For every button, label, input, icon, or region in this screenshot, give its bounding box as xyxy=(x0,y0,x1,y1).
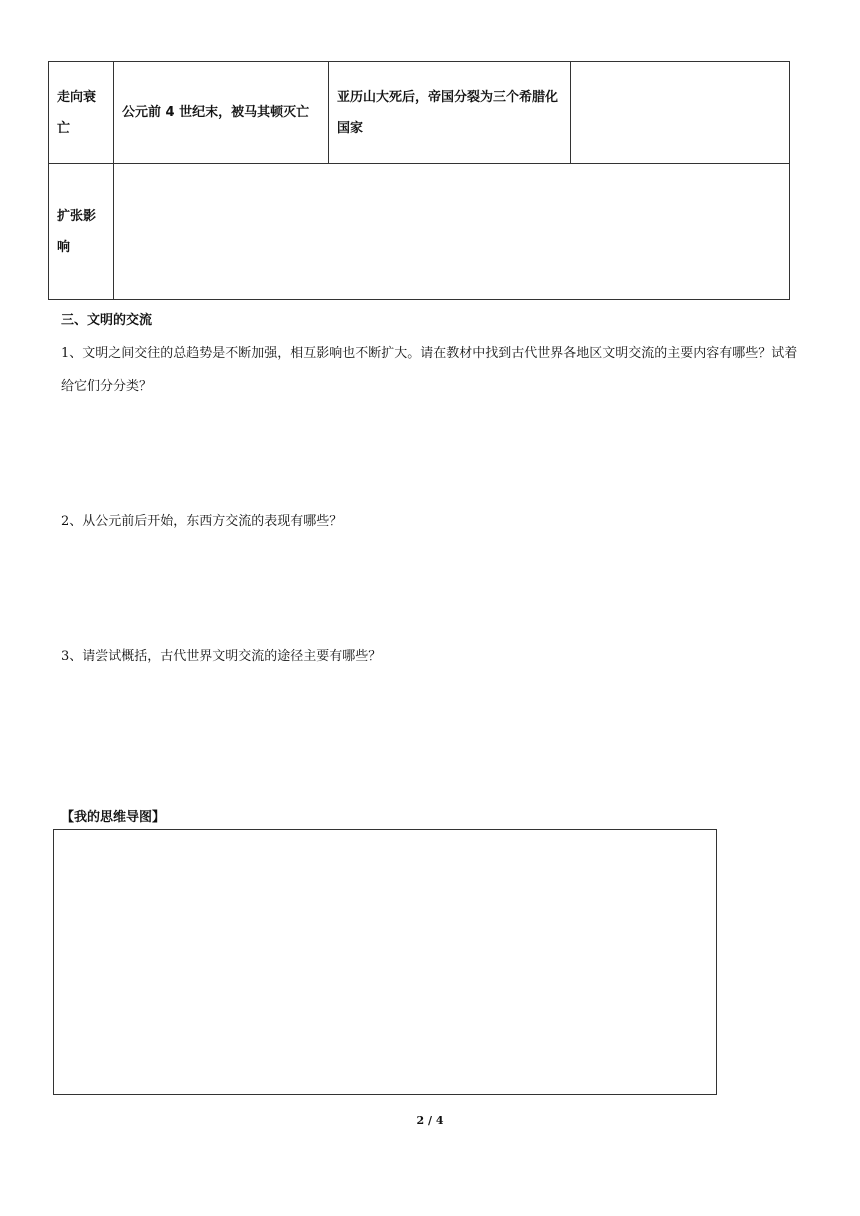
table-cell: 公元前 4 世纪末，被马其顿灭亡 xyxy=(114,62,329,164)
question-2: 2、从公元前后开始，东西方交流的表现有哪些？ xyxy=(61,514,343,529)
page-number: 2 / 4 xyxy=(416,1114,444,1127)
table-cell xyxy=(571,62,790,164)
question-1: 1、文明之间交往的总趋势是不断加强，相互影响也不断扩大。请在教材中找到古代世界各地区文明交流的主要内容有哪些？试着给它们分分类？ xyxy=(61,346,798,394)
table-cell: 亚历山大死后，帝国分裂为三个希腊化国家 xyxy=(329,62,571,164)
mindmap-box xyxy=(53,829,717,1095)
section-heading: 三、文明的交流 xyxy=(61,313,153,328)
mindmap-title: 【我的思维导图】 xyxy=(61,810,166,825)
comparison-table xyxy=(48,61,790,300)
row-label-decline: 走向衰亡 xyxy=(49,62,114,164)
answer-cell xyxy=(114,164,790,300)
table-row xyxy=(49,62,790,164)
row-label-impact: 扩张影响 xyxy=(49,164,114,300)
question-3: 3、请尝试概括，古代世界文明交流的途径主要有哪些？ xyxy=(61,649,382,664)
table-row xyxy=(49,164,790,300)
